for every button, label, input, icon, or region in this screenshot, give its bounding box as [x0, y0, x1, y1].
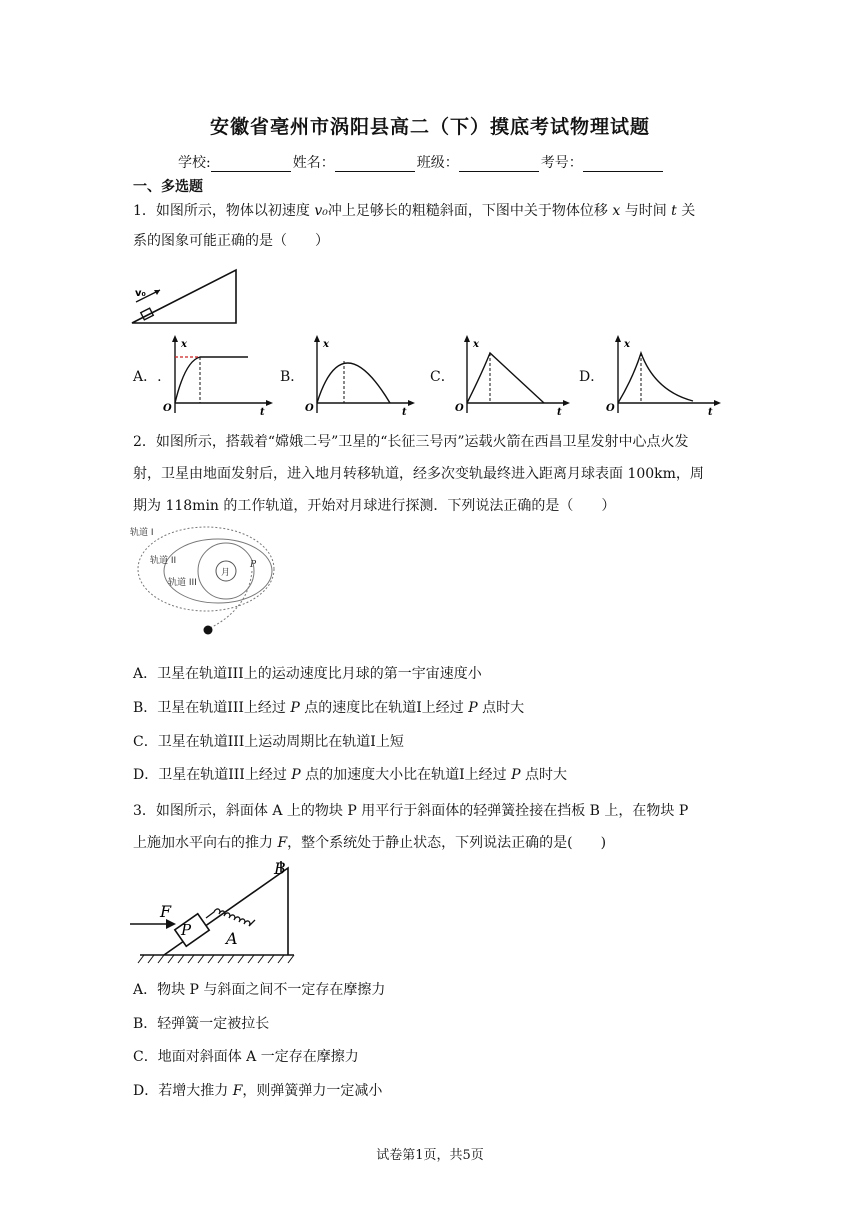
v0-label: v₀: [135, 288, 146, 299]
q3-option-a: A．物块 P 与斜面之间不一定存在摩擦力: [133, 982, 386, 998]
section-heading: 一、多选题: [133, 179, 203, 195]
svg-text:O: O: [455, 403, 464, 414]
svg-text:O: O: [163, 403, 172, 414]
q1-graph-b: [302, 333, 417, 418]
q1-option-b-label: B．: [280, 369, 305, 385]
school-label: 学校:: [178, 155, 211, 171]
number-label: 考号：: [540, 155, 583, 171]
q2-option-d: D．卫星在轨道III上经过 P 点的加速度大小比在轨道I上经过 P 点时大: [133, 767, 567, 783]
q1-graph-c: [452, 333, 572, 418]
svg-text:x: x: [323, 339, 329, 350]
svg-text:t: t: [708, 407, 713, 418]
svg-text:F: F: [160, 902, 172, 921]
svg-text:x: x: [181, 339, 187, 350]
school-blank: [211, 155, 291, 172]
student-info-row: [178, 152, 665, 172]
svg-text:P: P: [250, 560, 257, 570]
q1-option-c-label: C．: [430, 369, 455, 385]
page-title: 安徽省亳州市涡阳县高二（下）摸底考试物理试题: [209, 116, 650, 138]
q3-option-c: C．地面对斜面体 A 一定存在摩擦力: [133, 1049, 359, 1065]
svg-text:轨道 II: 轨道 II: [150, 556, 177, 566]
svg-text:t: t: [557, 407, 562, 418]
q3-incline-spring-figure: [128, 858, 298, 968]
svg-text:t: t: [260, 407, 265, 418]
svg-text:x: x: [473, 339, 479, 350]
svg-text:O: O: [305, 403, 314, 414]
q1-option-a-label: A．.: [133, 369, 162, 385]
svg-text:B: B: [274, 859, 286, 878]
svg-text:t: t: [402, 407, 407, 418]
class-blank: [459, 155, 539, 172]
q2-option-a: A．卫星在轨道III上的运动速度比月球的第一宇宙速度小: [133, 666, 482, 682]
name-label: 姓名：: [292, 155, 335, 171]
number-blank: [583, 155, 663, 172]
q2-option-c: C．卫星在轨道III上运动周期比在轨道I上短: [133, 734, 404, 750]
q3-option-d: D．若增大推力 F，则弹簧弹力一定减小: [133, 1083, 383, 1099]
svg-text:O: O: [606, 403, 615, 414]
question-1-text: 1．如图所示，物体以初速度 v₀冲上足够长的粗糙斜面，下图中关于物体位移 x 与时间 t 关 系的图象可能正确的是（ ）: [133, 203, 696, 249]
q1-graph-d: [603, 333, 723, 418]
page-footer: 试卷第1页，共5页: [376, 1148, 484, 1163]
svg-text:A: A: [226, 929, 238, 948]
q2-option-b: B．卫星在轨道III上经过 P 点的速度比在轨道I上经过 P 点时大: [133, 700, 525, 716]
svg-text:P: P: [181, 921, 192, 939]
question-2-text: 2．如图所示，搭载着“嫦娥二号”卫星的“长征三号丙”运载火箭在西昌卫星发射中心点火发 射，卫星由地面发射后，进入地月转移轨道，经多次变轨最终进入距离月球表面 100km，周 期为 118min 的工作轨道，开始对月球进行探测．下列说法正确的是（ ）: [133, 434, 704, 514]
q1-graph-a: [160, 333, 275, 418]
svg-text:月: 月: [221, 568, 231, 578]
question-3-text: 3．如图所示，斜面体 A 上的物块 P 用平行于斜面体的轻弹簧拴接在挡板 B 上，在物块 P 上施加水平向右的推力 F，整个系统处于静止状态，下列说法正确的是( ): [133, 803, 689, 851]
q1-option-d-label: D．: [579, 369, 605, 385]
class-label: 班级：: [416, 155, 459, 171]
q3-option-b: B．轻弹簧一定被拉长: [133, 1016, 270, 1032]
svg-text:轨道 III: 轨道 III: [168, 578, 197, 588]
svg-text:轨道 I: 轨道 I: [130, 528, 154, 538]
svg-text:x: x: [624, 339, 630, 350]
q1-incline-figure: [130, 268, 240, 328]
name-blank: [335, 155, 415, 172]
q2-orbit-figure: [128, 525, 268, 640]
